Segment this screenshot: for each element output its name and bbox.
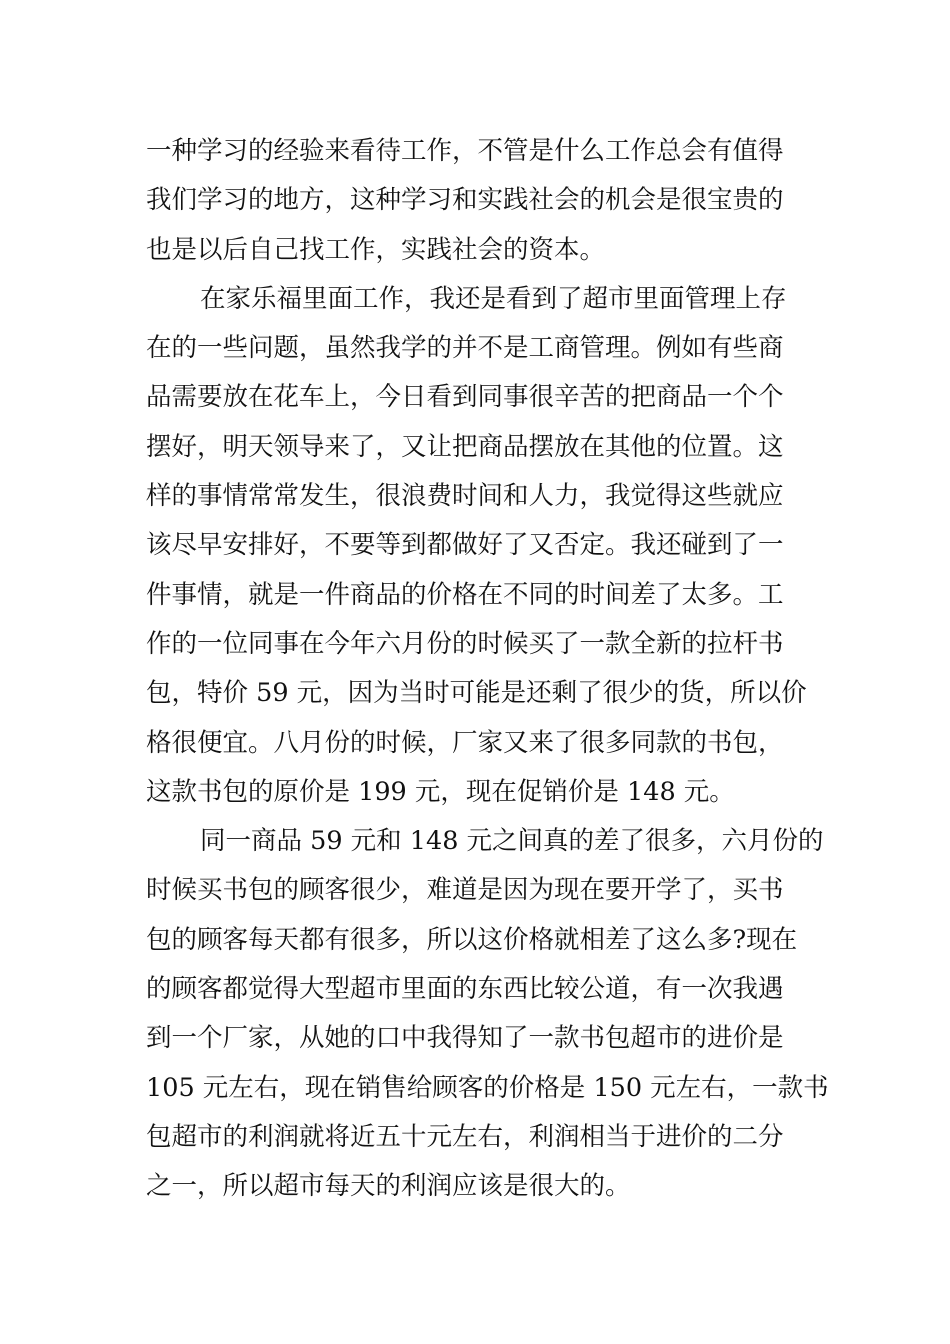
paragraph-2: [146, 275, 806, 817]
paragraph-3: [146, 817, 829, 1211]
text-line: 的顾客都觉得大型超市里面的东西比较公道，有一次我遇: [146, 974, 784, 1005]
text-line: 品需要放在花车上，今日看到同事很辛苦的把商品一个个: [146, 382, 784, 413]
document-body: [146, 127, 829, 1212]
text-line: 105 元左右，现在销售给顾客的价格是 150 元左右，一款书: [146, 1072, 829, 1103]
text-line: 包的顾客每天都有很多，所以这价格就相差了这么多?现在: [146, 924, 798, 955]
text-line: 作的一位同事在今年六月份的时候买了一款全新的拉杆书: [146, 628, 784, 659]
text-line: 包超市的利润就将近五十元左右，利润相当于进价的二分: [146, 1121, 784, 1152]
text-line: 也是以后自己找工作，实践社会的资本。: [146, 234, 606, 265]
text-line: 我们学习的地方，这种学习和实践社会的机会是很宝贵的: [146, 185, 784, 216]
text-line: 格很便宜。八月份的时候，厂家又来了很多同款的书包，: [146, 727, 784, 758]
text-line: 件事情，就是一件商品的价格在不同的时间差了太多。工: [146, 579, 784, 610]
text-line: 之一，所以超市每天的利润应该是很大的。: [146, 1171, 631, 1202]
text-line: 包，特价 59 元，因为当时可能是还剩了很少的货，所以价: [146, 678, 807, 709]
text-line: 一种学习的经验来看待工作，不管是什么工作总会有值得: [146, 136, 784, 166]
text-line: 这款书包的原价是 199 元，现在促销价是 148 元。: [146, 776, 735, 807]
text-line: 该尽早安排好，不要等到都做好了又否定。我还碰到了一: [146, 530, 784, 561]
text-line: 在的一些问题，虽然我学的并不是工商管理。例如有些商: [146, 333, 784, 364]
text-line: 时候买书包的顾客很少，难道是因为现在要开学了，买书: [146, 875, 784, 906]
text-line: 同一商品 59 元和 148 元之间真的差了很多，六月份的: [200, 826, 824, 857]
text-line: 到一个厂家，从她的口中我得知了一款书包超市的进价是: [146, 1023, 784, 1054]
text-line: 样的事情常常发生，很浪费时间和人力，我觉得这些就应: [146, 481, 784, 512]
text-line: 摆好，明天领导来了，又让把商品摆放在其他的位置。这: [146, 431, 784, 462]
paragraph-1: [146, 127, 806, 275]
text-line: 在家乐福里面工作，我还是看到了超市里面管理上存: [200, 283, 787, 314]
